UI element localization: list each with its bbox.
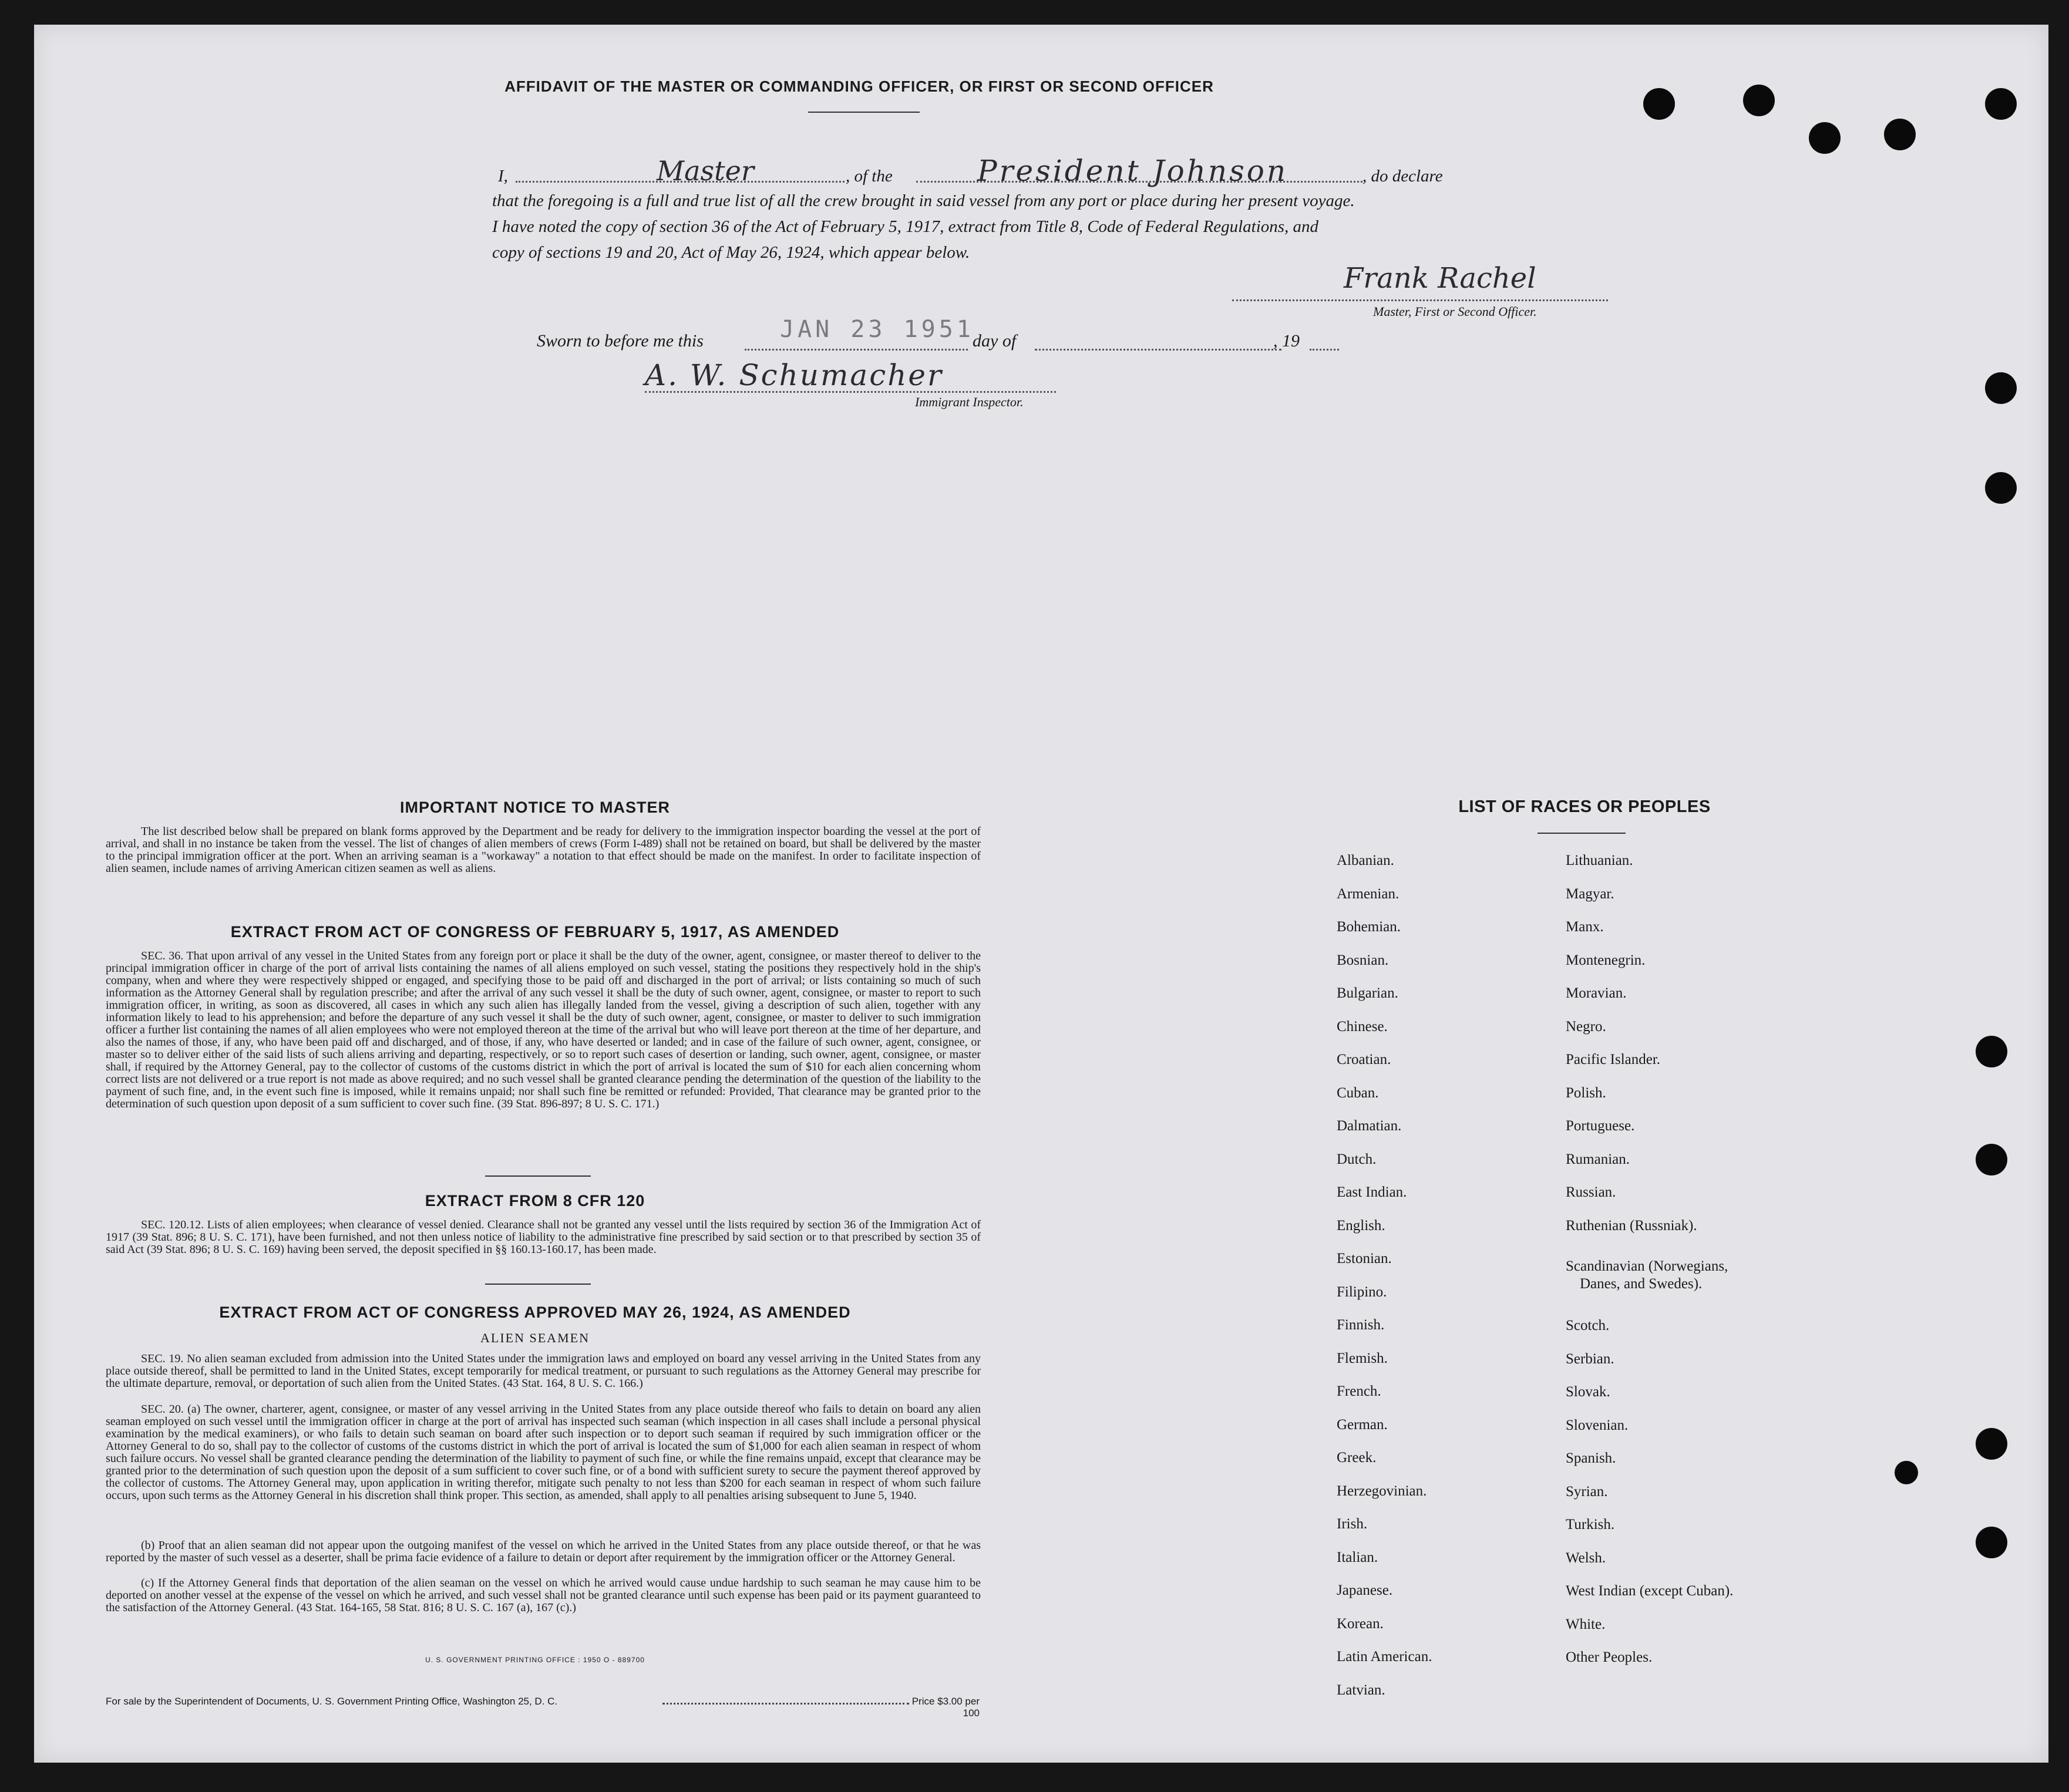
sworn-prefix: Sworn to before me this — [537, 331, 704, 351]
extract-1917-body: SEC. 36. That upon arrival of any vessel in the United States from any foreign port or place it shall be the duty of the owner, agent, consignee, or master thereof to deliver to the principal immigration officer in charge of the port of arrival lists containing the names of all aliens employed on such vessel, stating the positions they respectively hold in the ship's company, when and where they were respectively shipped or engaged, and specifying those to be paid off and discharged in the port of arrival; or lists containing so much of such information as the Attorney General shall by regulation prescribe; and after the arrival of any such vessel it shall be the duty of such owner, agent, consignee, or master to report to such immigration officer, in writing, as soon as discovered, all cases in which any such alien has illegally landed from the vessel, giving a description of such alien, together with any information likely to lead to his apprehension; and before the departure of any such vessel it shall be the duty of such owner, agent, consignee, or master to deliver to such immigration officer a further list containing the names of all alien employees who were not employed thereon at the time of the arrival but who will leave port thereon at the time of her departure, and also the names of those, if any, who have been paid off and discharged, and of those, if any, who have deserted or landed; and in case of the failure of such owner, agent, consignee, or master so to deliver either of the said lists of such aliens arriving and departing, respectively, or so to report such cases of desertion or landing, such owner, agent, consignee, or master shall, if required by the Attorney General, pay to the collector of customs of the customs district in which the port of arrival is located the sum of $10 for each alien concerning whom correct lists are not delivered or a true report is not made as above required; and no such vessel shall be granted clearance pending the determination of the question of the liability to the payment of such fine, and, in the event such fine is imposed, while it remains unpaid; nor shall such fine be remitted or refunded: Provided, That clearance may be granted prior to the determination of such question upon deposit of a sum sufficient to cover such fine. (39 Stat. 896-897; 8 U. S. C. 171.) — [106, 949, 981, 1110]
races-title-rule — [1538, 833, 1626, 834]
race-item: Portuguese. — [1566, 1118, 1635, 1134]
race-item: Bulgarian. — [1337, 985, 1398, 1001]
race-item: West Indian (except Cuban). — [1566, 1583, 1734, 1599]
race-item: Spanish. — [1566, 1450, 1616, 1466]
sworn-date-stamp: JAN 23 1951 — [780, 316, 974, 343]
race-item: German. — [1337, 1416, 1388, 1433]
month-field — [1035, 349, 1281, 351]
race-item: Syrian. — [1566, 1483, 1608, 1500]
extract-1924-sec20a: SEC. 20. (a) The owner, charterer, agent, consignee, or master of any vessel arriving in the United States from any place outside thereof who fails to detain on board any alien seaman employed on such vessel until the immigration officer in charge at the port of arrival has inspected such seaman (which inspection in all cases shall include a personal physical examination by the medical examiners), or who fails to detain such seaman on board after such inspection or to deport such seaman if required by such immigration officer or the Attorney General to do so, shall pay to the collector of customs of the customs district in which the port of arrival is located the sum of $1,000 for each alien seaman in respect of whom such failure occurs. No vessel shall be granted clearance pending the determination of the liability to payment of such fine, or while the fine remains unpaid, except that clearance may be granted prior to the determination of such question upon the deposit of a sum sufficient to cover such fine, or of a bond with sufficient surety to secure the payment thereof approved by the collector of customs. The Attorney General may, upon application in writing therefor, mitigate such penalty to not less than $200 for each seaman in respect of whom such failure occurs, upon such terms as the Attorney General in his discretion shall think proper. This section, as amended, shall apply to all penalties arising subsequent to June 5, 1940. — [106, 1403, 981, 1502]
race-item: Ruthenian (Russniak). — [1566, 1217, 1697, 1234]
race-item: Lithuanian. — [1566, 853, 1633, 868]
punch-hole — [1895, 1461, 1918, 1484]
extract-1924-sec20c: (c) If the Attorney General finds that deportation of the alien seaman on the vessel on which he arrived would cause undue hardship to such seaman he may cause him to be deported on another vessel at the expense of the vessel on which he arrived, and such vessel shall not be granted clearance until such expense has been paid or its payment guaranteed to the satisfaction of the Attorney General. (43 Stat. 164-165, 58 Stat. 816; 8 U. S. C. 167 (a), 167 (c).) — [106, 1577, 981, 1614]
race-item: Turkish. — [1566, 1517, 1615, 1532]
race-item: Latvian. — [1337, 1682, 1385, 1698]
race-item: Latin American. — [1337, 1649, 1432, 1665]
sworn-date-field — [745, 349, 968, 351]
race-item: Dalmatian. — [1337, 1118, 1402, 1134]
punch-hole — [1809, 122, 1841, 154]
race-item: Pacific Islander. — [1566, 1052, 1661, 1067]
race-item: Serbian. — [1566, 1350, 1614, 1367]
punch-hole — [1985, 472, 2017, 504]
notice-body: The list described below shall be prepared on blank forms approved by the Department and be ready for delivery to the immigration inspector boarding the vessel at the port of arrival, and shall in no instance be taken from the vessel. The list of changes of alien members of crews (Form I-489) shall not be retained on board, but shall be delivered by the master to the principal immigration officer at the port. When an arriving seaman is a "workaway" a notation to that effect should be made on the manifest. In order to facilitate inspection of alien seamen, include names of arriving American citizen seamen as well as aliens. — [106, 825, 981, 875]
race-item: Finnish. — [1337, 1317, 1385, 1333]
race-item: White. — [1566, 1616, 1606, 1632]
footer-right: Price $3.00 per 100 — [911, 1696, 980, 1719]
race-item: Irish. — [1337, 1516, 1368, 1532]
race-item: Polish. — [1566, 1084, 1606, 1101]
race-item: Other Peoples. — [1566, 1649, 1653, 1665]
extract-1924-sec19: SEC. 19. No alien seaman excluded from admission into the United States under the immigration laws and employed on board any vessel arriving in the United States from any place outside thereof, shall be permitted to land in the United States, except temporarily for medical treatment, or pursuant to such regulations as the Attorney General may prescribe for the ultimate departure, removal, or deportation of such alien from the United States. (43 Stat. 164, 8 U. S. C. 166.) — [106, 1352, 981, 1390]
race-item: Russian. — [1566, 1184, 1616, 1200]
race-item: Manx. — [1566, 919, 1604, 935]
race-item: Montenegrin. — [1566, 952, 1646, 968]
race-item: Magyar. — [1566, 885, 1614, 902]
year-prefix: , 19 — [1273, 331, 1300, 351]
printing-office-imprint: U. S. GOVERNMENT PRINTING OFFICE : 1950 O - 889700 — [425, 1656, 645, 1664]
race-item: Dutch. — [1337, 1151, 1377, 1167]
extract-cfr-body: SEC. 120.12. Lists of alien employees; when clearance of vessel denied. Clearance shall not be granted any vessel until the lists required by section 36 of the Immigration Act of 1917 (39 Stat. 896; 8 U. S. C. 171), have been furnished, and not then unless notice of liability to the administrative fine prescribed by said section or to that prescribed by section 35 of said Act (39 Stat. 896; 8 U. S. C. 169) having been served, the deposit specified in §§ 160.13-160.17, has been made. — [106, 1218, 981, 1256]
year-field — [1310, 349, 1339, 351]
race-item: Bohemian. — [1337, 919, 1401, 935]
races-title: LIST OF RACES OR PEOPLES — [1458, 797, 1711, 816]
punch-hole — [1976, 1036, 2007, 1067]
extract-1924-title: EXTRACT FROM ACT OF CONGRESS APPROVED MAY 26, 1924, AS AMENDED — [219, 1303, 851, 1321]
race-item: Scandinavian (Norwegians, — [1566, 1258, 1728, 1274]
inspector-handwritten: A. W. Schumacher — [645, 358, 943, 392]
race-item: Filipino. — [1337, 1284, 1387, 1300]
punch-hole — [1985, 88, 2017, 120]
race-item: Croatian. — [1337, 1052, 1391, 1067]
signature-handwritten: Frank Rachel — [1344, 262, 1536, 295]
do-declare-label: , do declare — [1362, 167, 1443, 186]
race-item: Greek. — [1337, 1450, 1377, 1466]
signature-caption: Master, First or Second Officer. — [1373, 304, 1537, 319]
races-left-list — [1337, 844, 1432, 1707]
title-rule — [808, 112, 920, 113]
punch-hole — [1976, 1428, 2007, 1460]
race-item: Slovenian. — [1566, 1417, 1629, 1433]
notice-title: IMPORTANT NOTICE TO MASTER — [400, 799, 670, 816]
race-item: Japanese. — [1337, 1582, 1393, 1598]
footer-left: For sale by the Superintendent of Documents, U. S. Government Printing Office, Washington 25, D. C. — [106, 1696, 558, 1707]
race-item: Negro. — [1566, 1018, 1606, 1035]
punch-hole — [1743, 85, 1775, 116]
race-item: Albanian. — [1337, 853, 1394, 868]
extract-cfr-title: EXTRACT FROM 8 CFR 120 — [425, 1192, 645, 1210]
section-divider — [485, 1284, 591, 1285]
races-right-list — [1566, 844, 1733, 1675]
race-item: Rumanian. — [1566, 1151, 1630, 1167]
race-item: Scotch. — [1566, 1318, 1610, 1333]
extract-1917-title: EXTRACT FROM ACT OF CONGRESS OF FEBRUARY 5, 1917, AS AMENDED — [230, 923, 840, 941]
race-item: Chinese. — [1337, 1018, 1388, 1035]
extract-1924-subtitle: ALIEN SEAMEN — [480, 1330, 590, 1345]
race-item: Korean. — [1337, 1615, 1384, 1632]
race-item: Flemish. — [1337, 1350, 1388, 1366]
race-item: Italian. — [1337, 1549, 1378, 1565]
punch-hole — [1985, 372, 2017, 404]
vessel-handwritten: President Johnson — [977, 154, 1289, 188]
race-item: Danes, and Swedes). — [1580, 1276, 1703, 1292]
race-item: French. — [1337, 1383, 1381, 1399]
race-item: English. — [1337, 1217, 1385, 1234]
affidavit-line4: copy of sections 19 and 20, Act of May 26, 1924, which appear below. — [492, 243, 970, 262]
inspector-caption: Immigrant Inspector. — [915, 395, 1024, 409]
race-item: Moravian. — [1566, 985, 1627, 1001]
punch-hole — [1976, 1144, 2007, 1175]
race-item: Cuban. — [1337, 1084, 1379, 1101]
section-divider — [485, 1175, 591, 1177]
document-page — [34, 25, 2048, 1763]
day-of-label: day of — [973, 331, 1017, 351]
affidavit-title: AFFIDAVIT OF THE MASTER OR COMMANDING OFFICER, OR FIRST OR SECOND OFFICER — [504, 78, 1214, 95]
punch-hole — [1976, 1527, 2007, 1558]
signature-line — [1232, 299, 1608, 301]
race-item: Bosnian. — [1337, 952, 1389, 968]
footer-dots — [662, 1703, 909, 1705]
race-item: Estonian. — [1337, 1251, 1392, 1266]
affidavit-line1 — [492, 142, 1667, 188]
race-item: East Indian. — [1337, 1184, 1407, 1200]
line1-prefix: I, — [498, 167, 508, 186]
punch-hole — [1884, 119, 1916, 150]
master-handwritten: Master — [657, 155, 754, 187]
extract-1924-sec20b: (b) Proof that an alien seaman did not appear upon the outgoing manifest of the vessel on which he arrived in the United States from any place outside thereof, or that he was reported by the master of such vessel as a deserter, shall be prima facie evidence of a failure to detain or deport after requirement by the immigration officer or the Attorney General. — [106, 1539, 981, 1564]
race-item: Slovak. — [1566, 1384, 1610, 1400]
affidavit-line3: I have noted the copy of section 36 of the Act of February 5, 1917, extract from Title 8, Code of Federal Regulations, and — [492, 217, 1319, 236]
affidavit-line2: that the foregoing is a full and true list of all the crew brought in said vessel from any port or place during her present voyage. — [492, 191, 1355, 210]
race-item: Armenian. — [1337, 885, 1399, 902]
of-the-label: , of the — [846, 167, 893, 186]
race-item: Welsh. — [1566, 1550, 1606, 1566]
race-item: Herzegovinian. — [1337, 1483, 1427, 1499]
